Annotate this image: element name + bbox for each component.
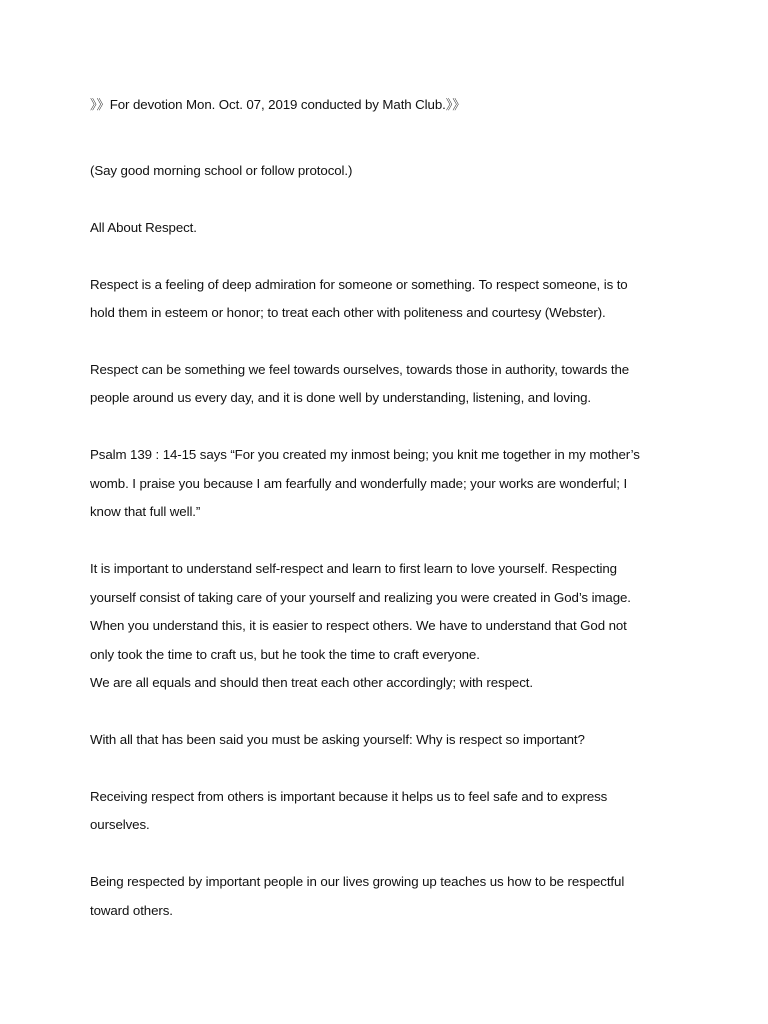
paragraph-line: With all that has been said you must be asking yourself: Why is respect so important? bbox=[90, 732, 585, 747]
paragraph-line: yourself consist of taking care of your yourself and realizing you were created in God’s image. bbox=[90, 590, 631, 605]
paragraph-line: people around us every day, and it is done well by understanding, listening, and loving. bbox=[90, 390, 592, 405]
paragraph-line: Respect is a feeling of deep admiration for someone or something. To respect someone, is to bbox=[90, 277, 628, 292]
paragraph-line: only took the time to craft us, but he took the time to craft everyone. bbox=[90, 647, 480, 662]
paragraph-line: hold them in esteem or honor; to treat each other with politeness and courtesy (Webster). bbox=[90, 305, 606, 320]
paragraph-line: Being respected by important people in our lives growing up teaches us how to be respectful bbox=[90, 874, 625, 889]
paragraph-line: We are all equals and should then treat each other accordingly; with respect. bbox=[90, 675, 533, 690]
protocol-note: (Say good morning school or follow protocol.) bbox=[90, 163, 353, 178]
paragraph-line: When you understand this, it is easier to respect others. We have to understand that God not bbox=[90, 618, 627, 633]
devotion-header: 》》For devotion Mon. Oct. 07, 2019 conducted by Math Club.》》 bbox=[90, 97, 466, 112]
paragraph-line: womb. I praise you because I am fearfully and wonderfully made; your works are wonderful; I bbox=[90, 476, 628, 491]
paragraph-line: Psalm 139 : 14-15 says “For you created my inmost being; you knit me together in my mother’s bbox=[90, 447, 640, 462]
paragraph-line: It is important to understand self-respect and learn to first learn to love yourself. Respecting bbox=[90, 561, 617, 576]
paragraph-line: Respect can be something we feel towards ourselves, towards those in authority, towards the bbox=[90, 362, 630, 377]
paragraph-line: know that full well.” bbox=[90, 504, 201, 519]
paragraph-line: Receiving respect from others is important because it helps us to feel safe and to express bbox=[90, 789, 608, 804]
paragraph-line: toward others. bbox=[90, 903, 173, 918]
document-title: All About Respect. bbox=[90, 220, 197, 235]
paragraph-line: ourselves. bbox=[90, 817, 150, 832]
